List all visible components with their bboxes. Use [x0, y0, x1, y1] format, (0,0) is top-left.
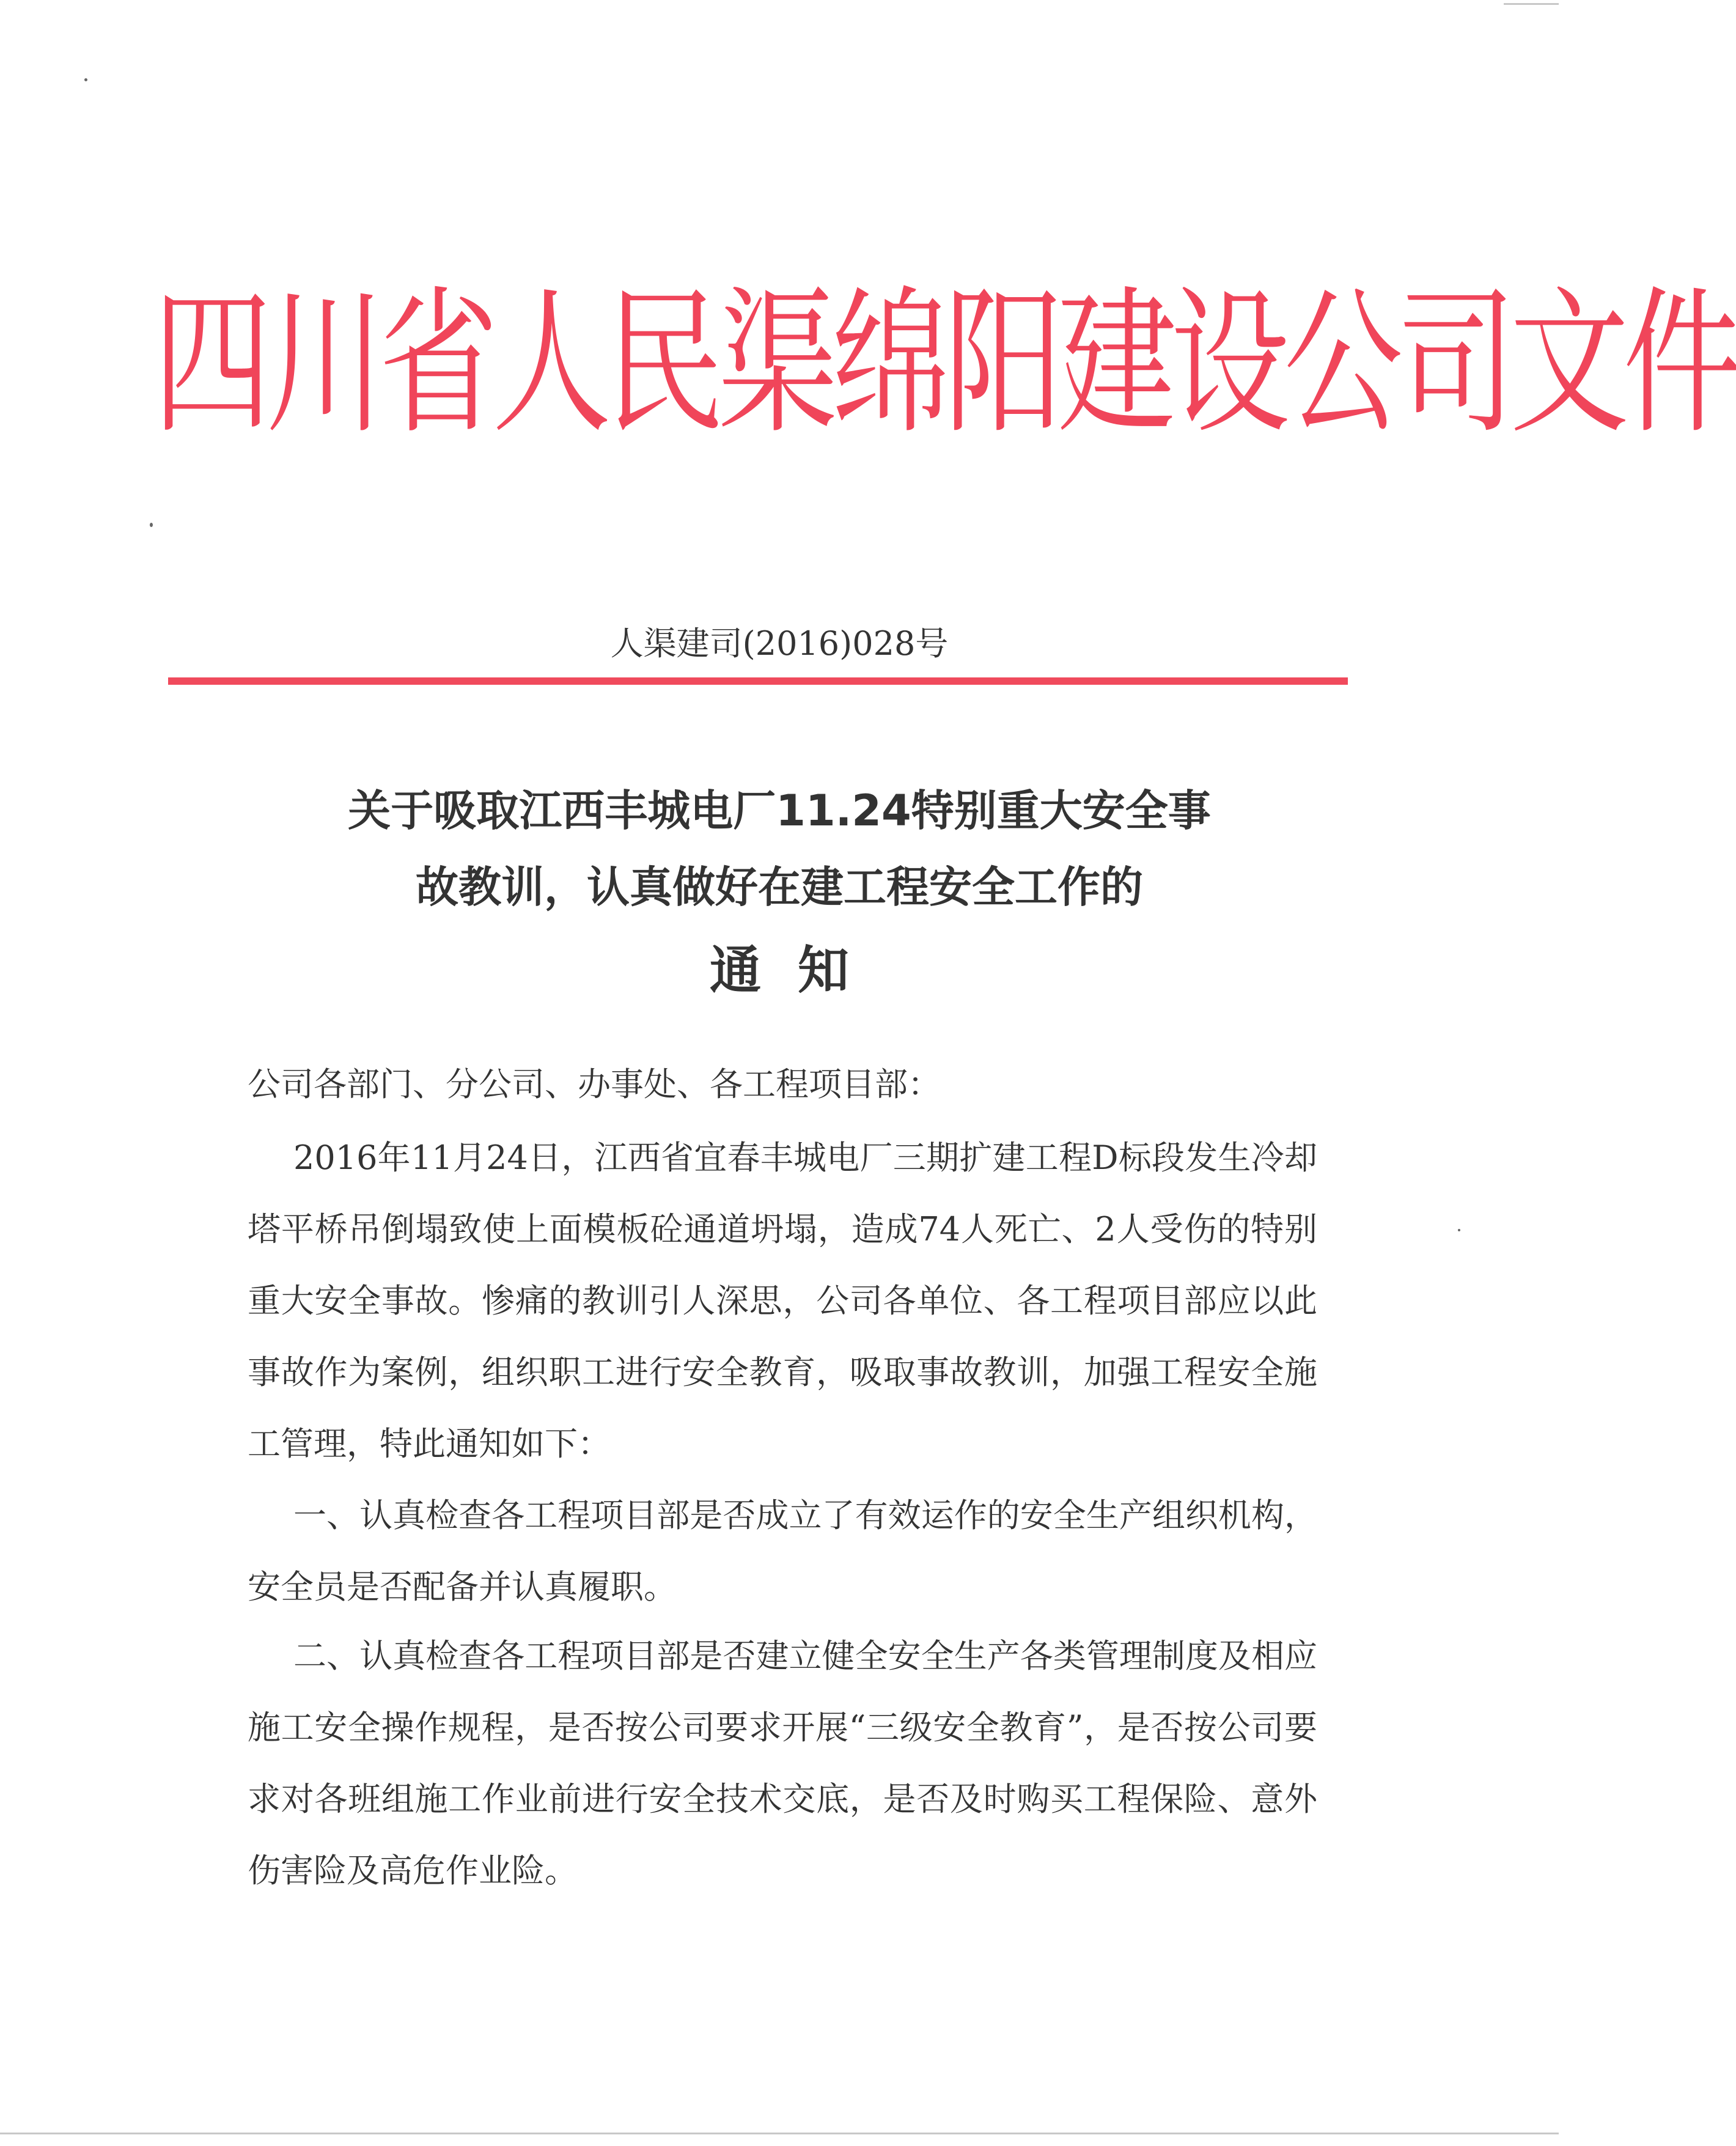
document-masthead: 四川省人民渠绵阳建设公司文件	[153, 271, 1736, 455]
paragraph-intro: 2016年11月24日，江西省宜春丰城电厂三期扩建工程D标段发生冷却塔平桥吊倒塌致使上面模板砼通道坍塌，造成74人死亡、2人受伤的特别重大安全事故。惨痛的教训引人深思，公司各单位、各工程项目部应以此事故作为案例，组织职工进行安全教育，吸取事故教训，加强工程安全施工管理，特此通知如下：	[248, 1138, 1317, 1463]
title-line-1: 关于吸取江西丰城电厂11.24特别重大安全事	[348, 786, 1211, 836]
scan-edge-line	[0, 2133, 1559, 2134]
paragraph-item-1: 一、认真检查各工程项目部是否成立了有效运作的安全生产组织机构，安全员是否配备并认真履职。	[248, 1496, 1317, 1606]
paragraph-item-2: 二、认真检查各工程项目部是否建立健全安全生产各类管理制度及相应施工安全操作规程，是否按公司要求开展“三级安全教育”，是否按公司要求对各班组施工作业前进行安全技术交底，是否及时购买工程保险、意外伤害险及高危作业险。	[248, 1637, 1317, 1890]
scan-speck	[1458, 1229, 1460, 1231]
title-line-2: 故教训，认真做好在建工程安全工作的	[416, 862, 1143, 912]
title-line-3: 通知	[709, 940, 886, 1000]
salutation: 公司各部门、分公司、办事处、各工程项目部：	[248, 1065, 941, 1104]
scan-speck	[84, 78, 87, 81]
scan-edge-line	[1504, 3, 1559, 5]
red-divider-line	[168, 677, 1348, 685]
scan-speck	[150, 523, 153, 527]
document-number: 人渠建司(2016)028号	[610, 624, 949, 663]
